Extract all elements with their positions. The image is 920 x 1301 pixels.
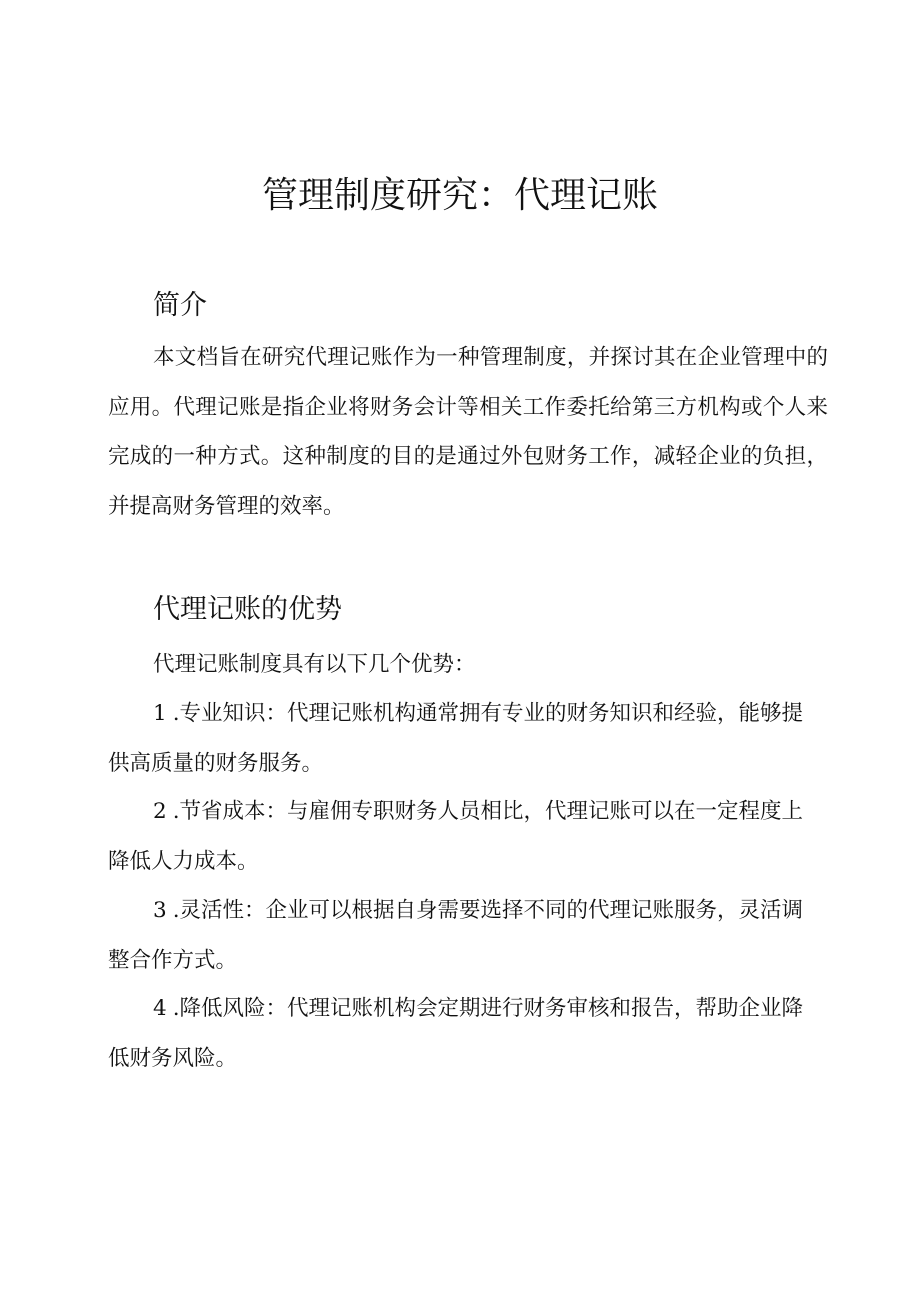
list-item-text: .专业知识：代理记账机构通常拥有专业的财务知识和经验，能够提供高质量的财务服务。 <box>108 701 804 776</box>
list-item <box>108 787 808 886</box>
list-item-number: 2 <box>153 799 167 824</box>
list-item-text: .灵活性：企业可以根据自身需要选择不同的代理记账服务，灵活调整合作方式。 <box>108 898 804 973</box>
list-item-text: .降低风险：代理记账机构会定期进行财务审核和报告，帮助企业降低财务风险。 <box>108 996 804 1071</box>
list-item <box>108 689 808 788</box>
list-item <box>108 984 808 1083</box>
list-item-number: 4 <box>153 996 167 1021</box>
list-item-text: .节省成本：与雇佣专职财务人员相比，代理记账可以在一定程度上降低人力成本。 <box>108 799 804 874</box>
list-item-number: 1 <box>153 701 167 726</box>
intro-paragraph: 本文档旨在研究代理记账作为一种管理制度，并探讨其在企业管理中的应用。代理记账是指企业将财务会计等相关工作委托给第三方机构或个人来完成的一种方式。这种制度的目的是通过外包财务工作，减轻企业的负担，并提高财务管理的效率。 <box>108 345 828 519</box>
list-item <box>108 886 808 985</box>
section-heading-advantages: 代理记账的优势 <box>153 594 342 625</box>
list-item-number: 3 <box>153 898 167 923</box>
section-heading-intro: 简介 <box>153 290 207 321</box>
advantages-lead-paragraph: 代理记账制度具有以下几个优势： <box>153 652 476 677</box>
document-title: 管理制度研究：代理记账 <box>261 175 658 216</box>
